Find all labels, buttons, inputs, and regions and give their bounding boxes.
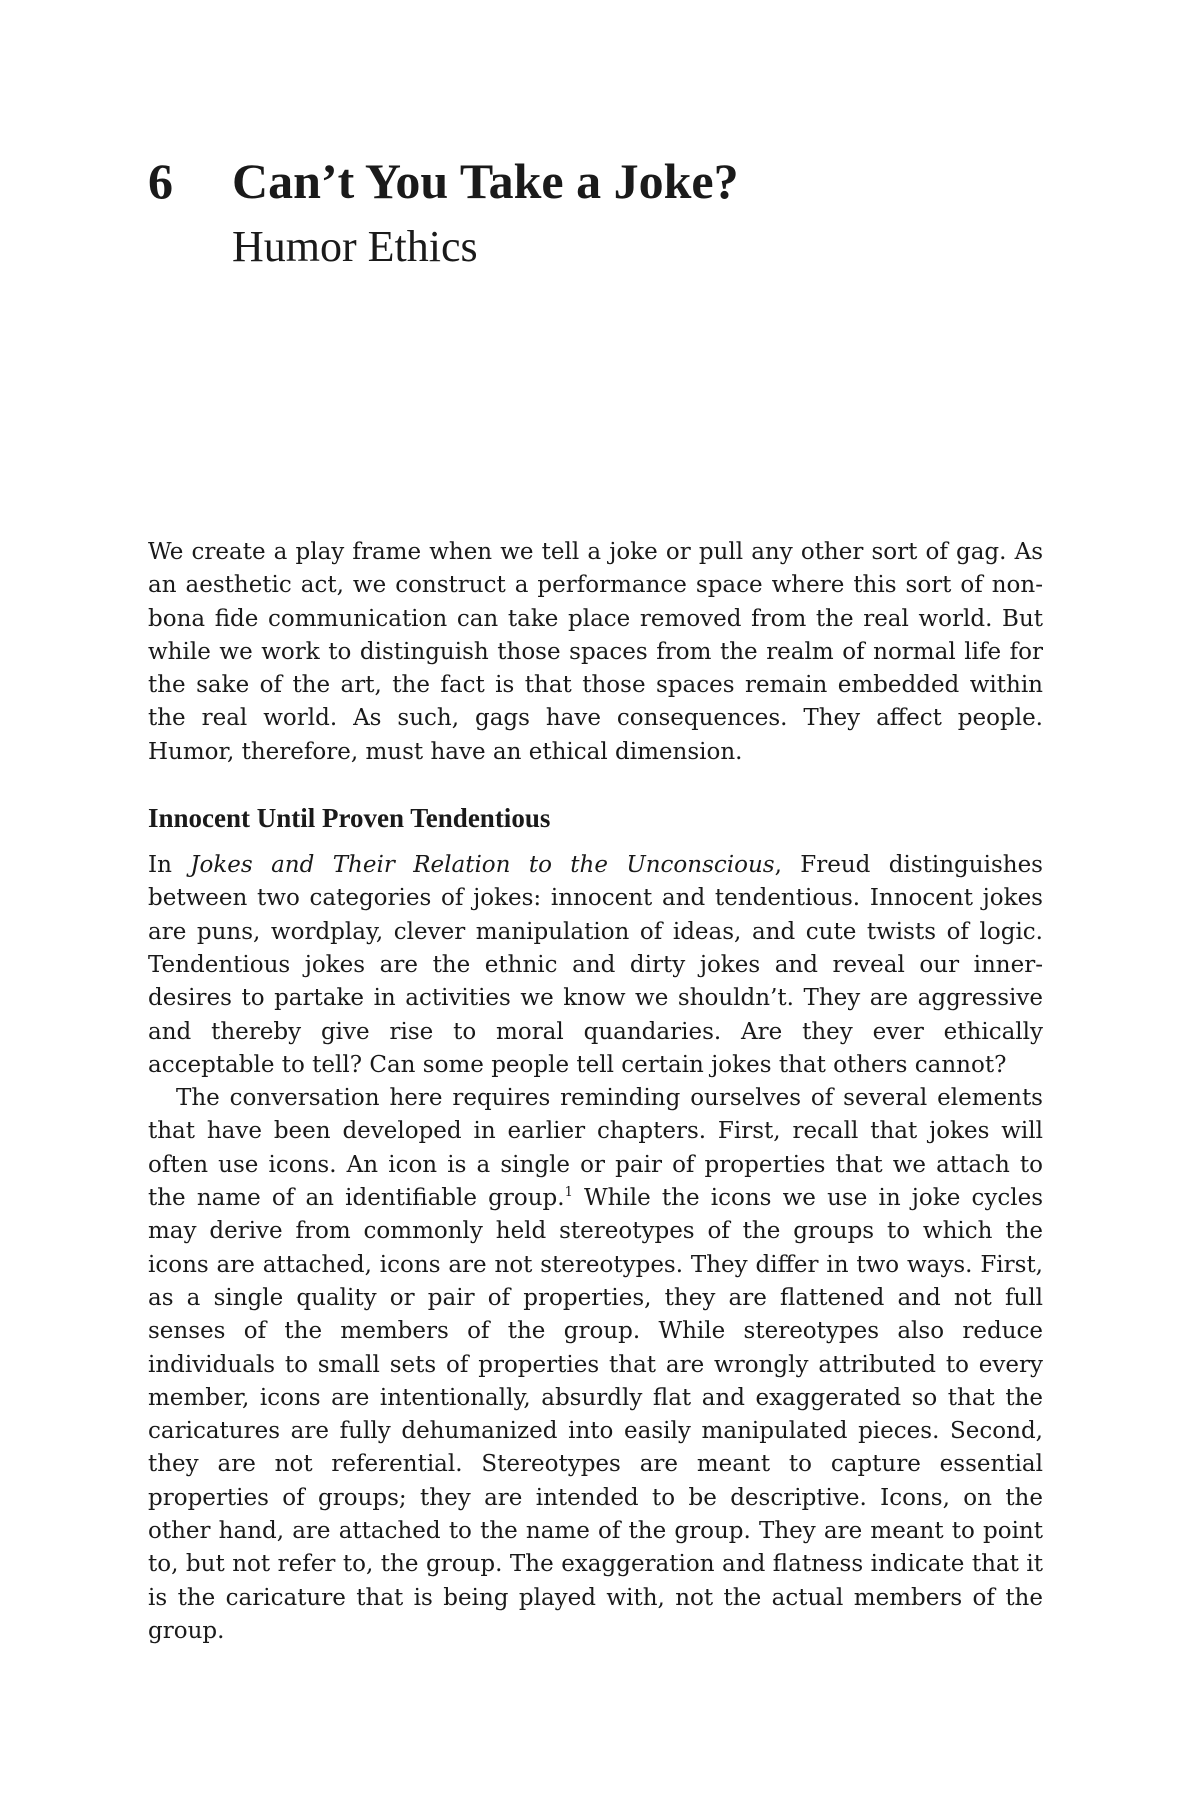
paragraph-icons bbox=[148, 1082, 1043, 1648]
paragraph-before-note: The conversation here requires reminding ourselves of several elements that have been developed in earlier chapters. First, recall that jokes will often use icons. An icon is a single or pair of properties that we attach to the name of an identifiable group. bbox=[148, 1085, 1043, 1212]
footnote-marker[interactable]: 1 bbox=[564, 1185, 573, 1201]
body-text bbox=[148, 536, 1043, 1648]
paragraph-lead: In bbox=[148, 852, 191, 879]
intro-paragraph: We create a play frame when we tell a joke or pull any other sort of gag. As an aesthetic act, we construct a performance space where this sort of non-bona fide communication can take place removed from the real world. But while we work to distinguish those spaces from the realm of normal life for the sake of the art, the fact is that those spaces remain embedded within the real world. As such, gags have consequences. They affect people. Humor, therefore, must have an ethical dimension. bbox=[148, 539, 1043, 765]
chapter-number: 6 bbox=[148, 153, 173, 209]
section-heading: Innocent Until Proven Tendentious bbox=[148, 803, 551, 834]
book-title: Jokes and Their Relation to the Unconscious bbox=[190, 852, 775, 879]
chapter-title: Can’t You Take a Joke? bbox=[232, 153, 739, 209]
paragraph-rest: , Freud distinguishes between two categories of jokes: innocent and tendentious. Innocent jokes are puns, wordplay, clever manipulation of ideas, and cute twists of logic. Tendentious jokes are the ethnic and dirty jokes and reveal our inner-desires to partake in activities we know we shouldn’t. They are aggressive and thereby give rise to moral quandaries. Are they ever ethically acceptable to tell? Can some people tell certain jokes that others cannot? bbox=[148, 852, 1043, 1078]
paragraph-after-note: While the icons we use in joke cycles may derive from commonly held stereotypes of the groups to which the icons are attached, icons are not stereotypes. They differ in two ways. First, as a single quality or pair of properties, they are flattened and not full senses of the members of the group. While stereotypes also reduce individuals to small sets of properties that are wrongly attributed to every member, icons are intentionally, absurdly flat and exaggerated so that the caricatures are fully dehumanized into easily manipulated pieces. Second, they are not referential. Stereotypes are meant to capture essential properties of groups; they are intended to be descriptive. Icons, on the other hand, are attached to the name of the group. They are meant to point to, but not refer to, the group. The exaggeration and flatness indicate that it is the caricature that is being played with, not the actual members of the group. bbox=[148, 1185, 1044, 1644]
paragraph-freud bbox=[148, 849, 1043, 1082]
chapter-subtitle: Humor Ethics bbox=[232, 222, 478, 271]
